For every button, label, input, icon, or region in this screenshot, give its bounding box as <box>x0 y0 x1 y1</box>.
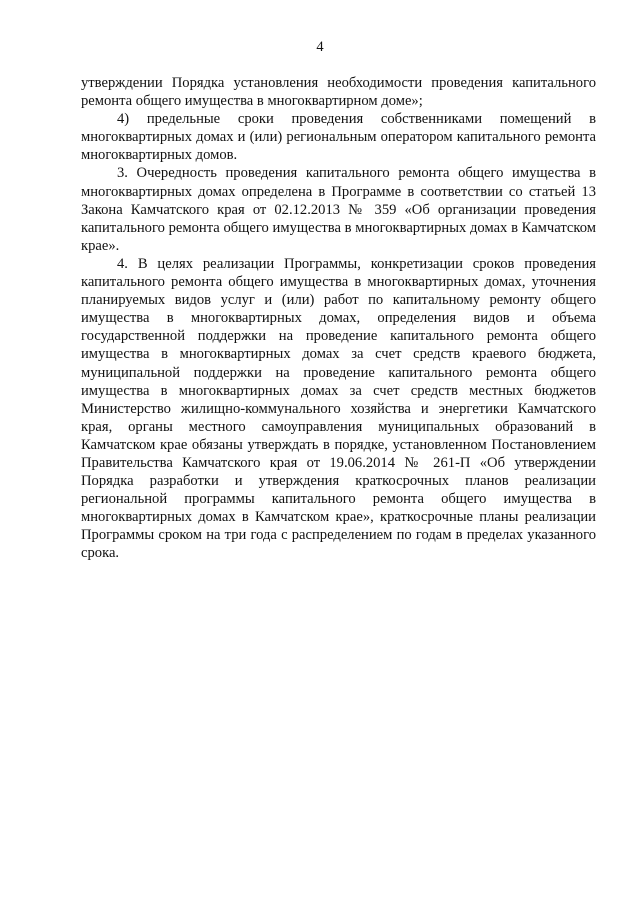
page-number: 4 <box>316 39 324 55</box>
paragraph-section-4: 4. В целях реализации Программы, конкретизации сроков проведения капитального ремонта общего имущества в многоквартирных домах, уточнения планируемых видов услуг и (или) работ по капитальному ремонту общего имущества в многоквартирных домах, определения видов и объема государственной поддержки на проведение капитального ремонта общего имущества в многоквартирных домах за счет средств краевого бюджета, муниципальной поддержки на проведение капитального ремонта общего имущества в многоквартирных домах за счет средств местных бюджетов Министерство жилищно-коммунального хозяйства и энергетики Камчатского края, органы местного самоуправления муниципальных образований в Камчатском крае обязаны утверждать в порядке, установленном Постановлением Правительства Камчатского края от 19.06.2014 № 261-П «Об утверждении Порядка разработки и утверждения краткосрочных планов реализации региональной программы капитального ремонта общего имущества в многоквартирных домах в Камчатском крае», краткосрочные планы реализации Программы сроком на три года с распределением по годам в пределах указанного срока. <box>81 255 596 562</box>
paragraph-continuation: утверждении Порядка установления необходимости проведения капитального ремонта общего имущества в многоквартирном доме»; <box>81 75 596 110</box>
paragraph-item-4-deadlines: 4) предельные сроки проведения собственниками помещений в многоквартирных домах и (или) региональным оператором капитального ремонта многоквартирных домов. <box>81 111 596 164</box>
document-body <box>81 74 596 563</box>
paragraph-section-3: 3. Очередность проведения капитального ремонта общего имущества в многоквартирных домах определена в Программе в соответствии со статьей 13 Закона Камчатского края от 02.12.2013 № 359 «Об организации проведения капитального ремонта общего имущества в многоквартирных домах в Камчатском крае». <box>81 165 596 254</box>
